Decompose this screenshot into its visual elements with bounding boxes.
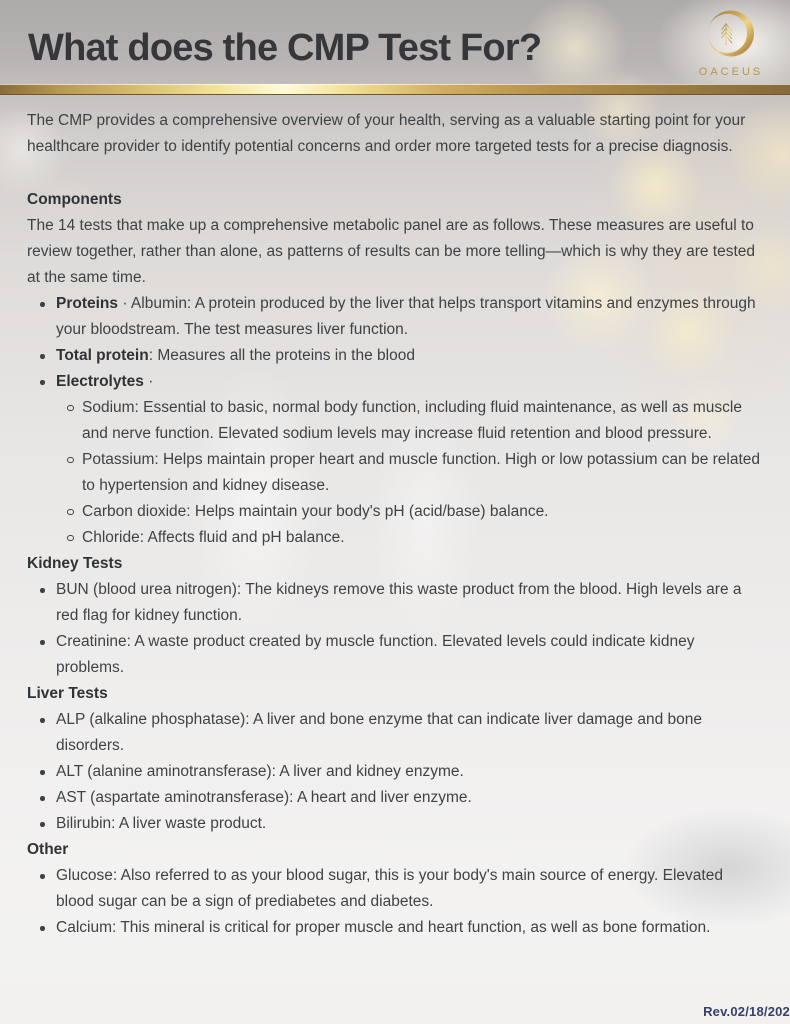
bullet-electrolytes-text: ·	[143, 373, 154, 390]
bullet-ast: AST (aspartate aminotransferase): A heart and liver enzyme.	[56, 785, 764, 811]
sub-bullet-chloride: Chloride: Affects fluid and pH balance.	[82, 525, 764, 551]
components-paragraph: The 14 tests that make up a comprehensive metabolic panel are as follows. These measures are useful to review together, rather than alone, as patterns of results can be more telling—which is why they are tested at the same time.	[27, 217, 756, 286]
bullet-glucose: Glucose: Also referred to as your blood sugar, this is your body's main source of energy. Elevated blood sugar can be a sign of prediabetes and diabetes.	[56, 863, 764, 915]
revision-stamp: Rev.02/18/202	[703, 1004, 790, 1019]
heading-components: Components	[27, 191, 122, 208]
liver-list	[27, 707, 764, 837]
sub-bullet-potassium: Potassium: Helps maintain proper heart and muscle function. High or low potassium can be related to hypertension and kidney disease.	[82, 447, 764, 499]
document-body	[0, 95, 790, 941]
kidney-list	[27, 577, 764, 681]
bullet-proteins-lead: Proteins	[56, 295, 119, 312]
bullet-alt: ALT (alanine aminotransferase): A liver and kidney enzyme.	[56, 759, 764, 785]
brand-name: OACEUS	[698, 66, 764, 78]
gold-divider	[0, 84, 790, 95]
heading-liver-tests: Liver Tests	[27, 685, 108, 702]
bullet-electrolytes	[56, 369, 764, 551]
bullet-bun: BUN (blood urea nitrogen): The kidneys remove this waste product from the blood. High levels are a red flag for kidney function.	[56, 577, 764, 629]
bullet-calcium: Calcium: This mineral is critical for proper muscle and heart function, as well as bone formation.	[56, 915, 764, 941]
heading-kidney-tests: Kidney Tests	[27, 555, 123, 572]
brand-logo	[694, 7, 768, 78]
bullet-creatinine: Creatinine: A waste product created by muscle function. Elevated levels could indicate kidney problems.	[56, 629, 764, 681]
bullet-total-protein-lead: Total protein	[56, 347, 149, 364]
heading-other: Other	[27, 841, 69, 858]
page-title: What does the CMP Test For?	[28, 27, 542, 69]
oaceus-emblem-icon	[702, 50, 760, 67]
components-list	[27, 291, 764, 551]
electrolytes-sublist	[56, 395, 764, 551]
bullet-alp: ALP (alkaline phosphatase): A liver and bone enzyme that can indicate liver damage and bone disorders.	[56, 707, 764, 759]
sub-bullet-sodium: Sodium: Essential to basic, normal body function, including fluid maintenance, as well as muscle and nerve function. Elevated sodium levels may increase fluid retention and blood pressure.	[82, 395, 764, 447]
sub-bullet-carbon-dioxide: Carbon dioxide: Helps maintain your body's pH (acid/base) balance.	[82, 499, 764, 525]
header	[0, 0, 790, 84]
bullet-total-protein	[56, 343, 764, 369]
other-list	[27, 863, 764, 941]
bullet-total-protein-text: : Measures all the proteins in the blood	[148, 347, 415, 364]
intro-paragraph: The CMP provides a comprehensive overview of your health, serving as a valuable starting point for your healthcare provider to identify potential concerns and order more targeted tests for a precise diagnosis.	[27, 112, 746, 155]
bullet-bilirubin: Bilirubin: A liver waste product.	[56, 811, 764, 837]
bullet-proteins	[56, 291, 764, 343]
bullet-proteins-text: · Albumin: A protein produced by the liver that helps transport vitamins and enzymes through your bloodstream. The test measures liver function.	[56, 295, 756, 338]
bullet-electrolytes-lead: Electrolytes	[56, 373, 144, 390]
